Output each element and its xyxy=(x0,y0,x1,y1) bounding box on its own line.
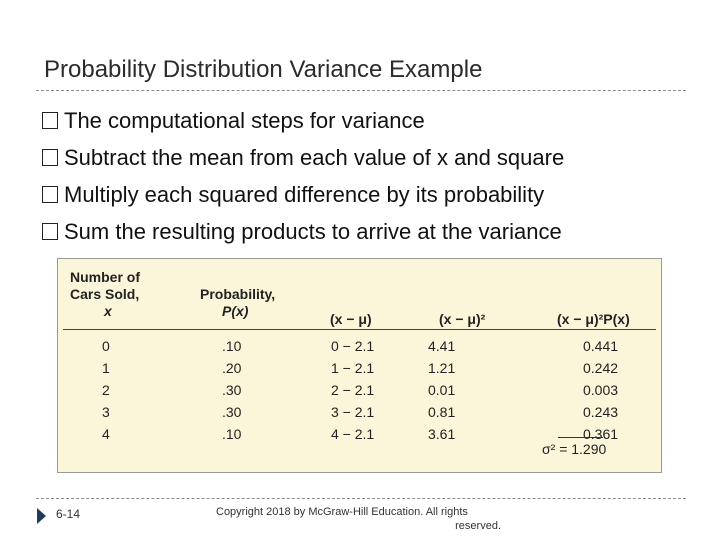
variance-total: σ² = 1.290 xyxy=(542,441,607,457)
table-cell: 0.01 xyxy=(428,382,456,398)
header-x-line2: Cars Sold, xyxy=(70,286,140,302)
bullet-item xyxy=(36,213,564,250)
header-product: (x − μ)²P(x) xyxy=(557,311,630,327)
table-cell: 0.242 xyxy=(583,360,619,376)
table-cell: 0.243 xyxy=(583,404,619,420)
table-cell: 4 − 2.1 xyxy=(331,426,375,442)
bullet-text: Sum the resulting products to arrive at the variance xyxy=(64,219,562,244)
column-probability xyxy=(222,335,241,445)
table-cell: 0.361 xyxy=(583,426,619,442)
header-squared: (x − μ)² xyxy=(439,311,486,327)
header-diff: (x − μ) xyxy=(330,311,372,327)
table-cell: 4 xyxy=(102,426,110,442)
header-x xyxy=(70,269,140,320)
table-cell: 0 xyxy=(102,338,110,354)
checkbox-bullet-icon xyxy=(42,223,58,240)
bullet-item xyxy=(36,102,564,139)
checkbox-bullet-icon xyxy=(42,186,58,203)
table-cell: 2 xyxy=(102,382,110,398)
table-cell: 1.21 xyxy=(428,360,456,376)
variance-table xyxy=(57,258,662,473)
copyright-notice xyxy=(216,505,501,533)
checkbox-bullet-icon xyxy=(42,149,58,166)
table-cell: 1 − 2.1 xyxy=(331,360,375,376)
bullet-list xyxy=(36,102,564,250)
header-p-line2: P(x) xyxy=(222,303,249,319)
column-product xyxy=(583,335,618,445)
header-probability xyxy=(200,286,275,320)
table-cell: .30 xyxy=(222,382,242,398)
slide-title: Probability Distribution Variance Example xyxy=(44,56,483,83)
table-cell: 0.441 xyxy=(583,338,619,354)
bullet-text: Multiply each squared difference by its probability xyxy=(64,182,545,207)
table-cell: .20 xyxy=(222,360,242,376)
table-cell: .30 xyxy=(222,404,242,420)
bullet-item xyxy=(36,139,564,176)
table-cell: 1 xyxy=(102,360,110,376)
table-cell: 3 − 2.1 xyxy=(331,404,375,420)
page-number: 6-14 xyxy=(56,507,81,521)
sum-underline xyxy=(558,437,603,438)
bullet-text: Subtract the mean from each value of x and square xyxy=(64,145,565,170)
column-squared xyxy=(428,335,455,445)
bullet-text: The computational steps for variance xyxy=(64,108,425,133)
title-divider xyxy=(36,90,686,91)
checkbox-bullet-icon xyxy=(42,112,58,129)
table-cell: 3 xyxy=(102,404,110,420)
column-x xyxy=(102,335,110,445)
header-x-line1: Number of xyxy=(70,269,140,285)
table-cell: 0.003 xyxy=(583,382,619,398)
copyright-line1: Copyright 2018 by McGraw-Hill Education. All rights xyxy=(216,506,468,518)
table-cell: 4.41 xyxy=(428,338,456,354)
triangle-bullet-icon xyxy=(37,508,46,524)
table-cell: 0.81 xyxy=(428,404,456,420)
header-x-line3: x xyxy=(104,303,112,319)
table-cell: 2 − 2.1 xyxy=(331,382,375,398)
table-cell: 0 − 2.1 xyxy=(331,338,375,354)
table-cell: .10 xyxy=(222,426,242,442)
table-cell: .10 xyxy=(222,338,242,354)
header-p-line1: Probability, xyxy=(200,286,276,302)
table-cell: 3.61 xyxy=(428,426,456,442)
copyright-line2: reserved. xyxy=(455,520,501,532)
column-diff xyxy=(331,335,374,445)
header-divider xyxy=(63,329,656,330)
footer-divider xyxy=(36,498,686,499)
bullet-item xyxy=(36,176,564,213)
